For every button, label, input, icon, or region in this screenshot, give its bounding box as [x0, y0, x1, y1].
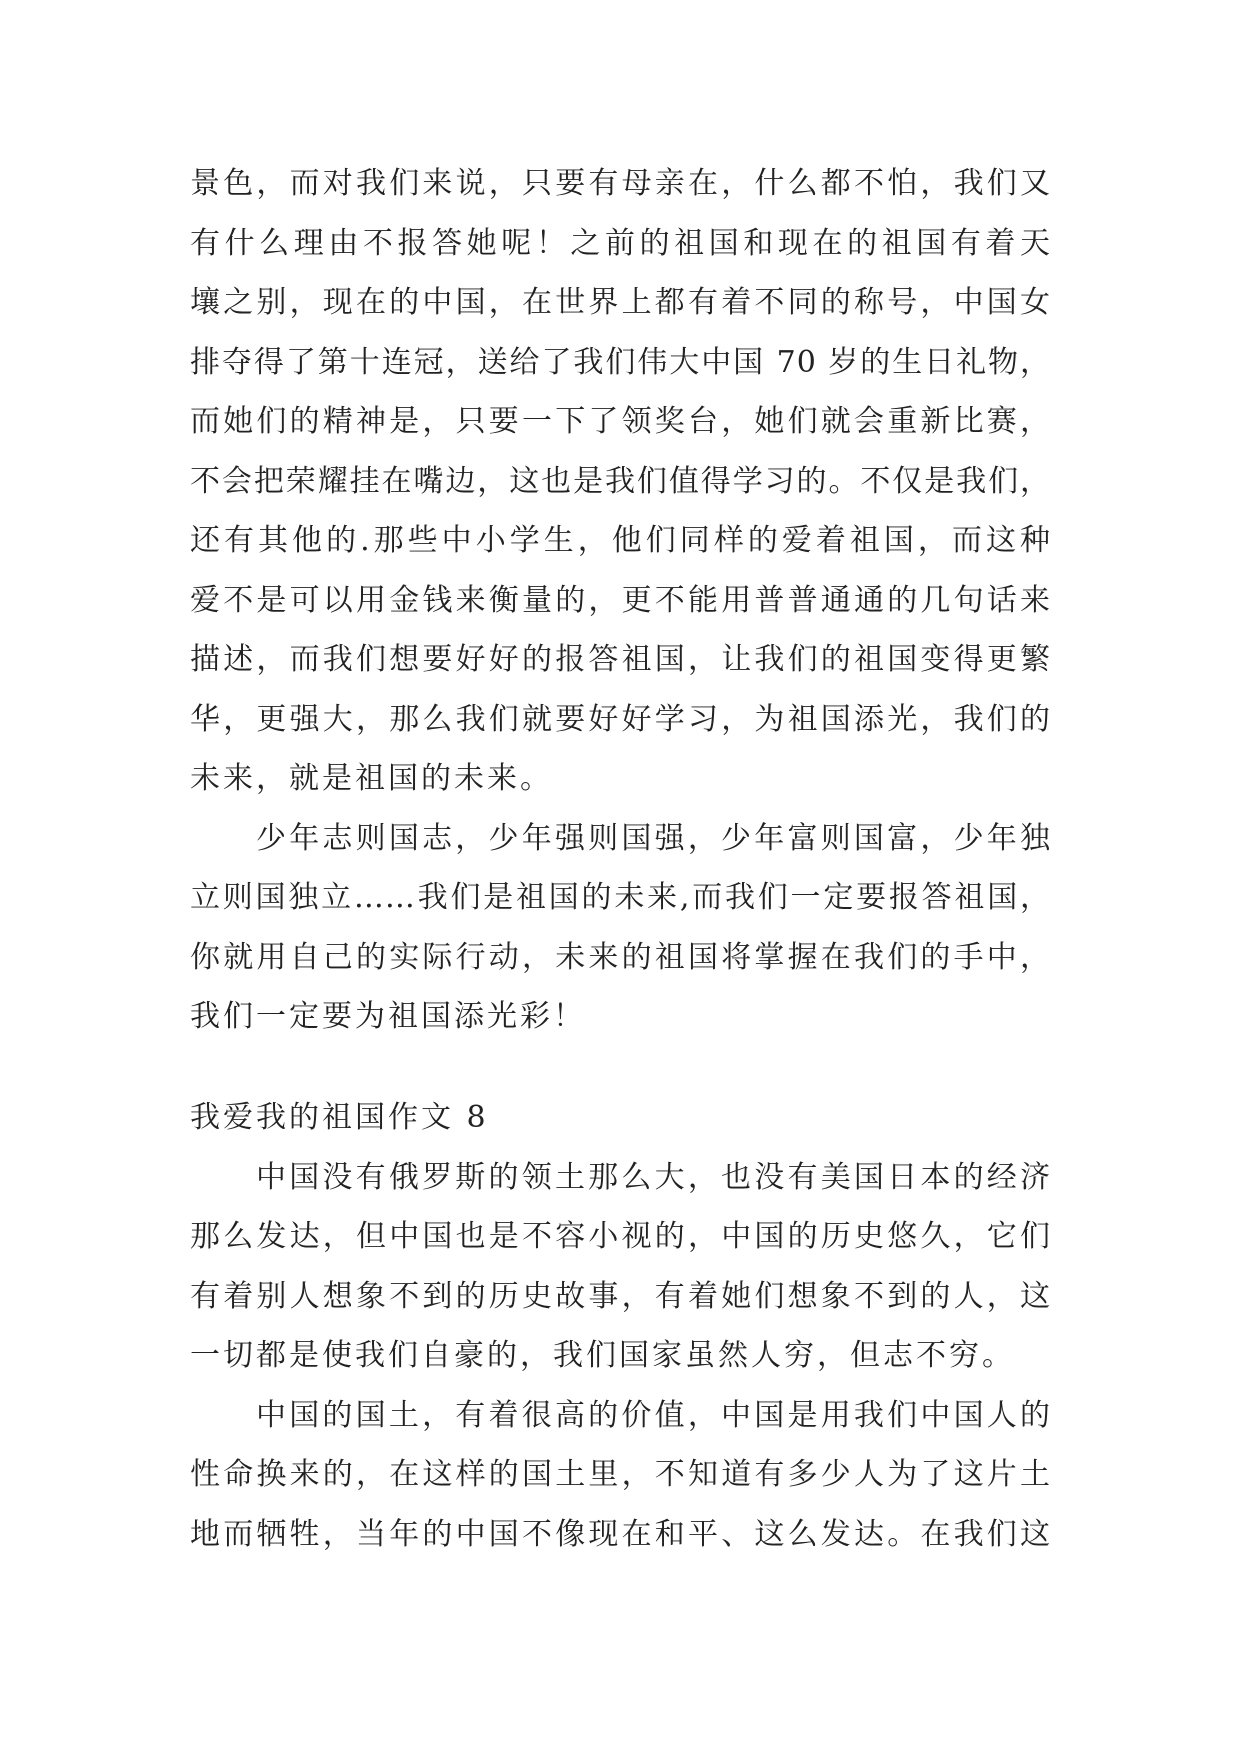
text-line: 华，更强大，那么我们就要好好学习，为祖国添光，我们的 — [190, 701, 1051, 737]
text-line: 景色，而对我们来说，只要有母亲在，什么都不怕，我们又 — [190, 166, 1051, 201]
paragraph — [190, 154, 1051, 809]
text-line: 而她们的精神是，只要一下了领奖台，她们就会重新比赛， — [190, 404, 1051, 439]
text-line: 不会把荣耀挂在嘴边，这也是我们值得学习的。不仅是我们， — [190, 463, 1051, 499]
paragraph — [190, 809, 1051, 1047]
text-line: 立则国独立……我们是祖国的未来,而我们一定要报答祖国， — [190, 880, 1051, 915]
document-body — [190, 154, 1051, 1564]
text-line: 有什么理由不报答她呢！之前的祖国和现在的祖国有着天 — [190, 225, 1051, 261]
text-line: 壤之别，现在的中国，在世界上都有着不同的称号，中国女 — [190, 285, 1051, 320]
text-line: 地而牺牲，当年的中国不像现在和平、这么发达。在我们这 — [190, 1516, 1051, 1552]
text-line: 那么发达，但中国也是不容小视的，中国的历史悠久，它们 — [190, 1219, 1051, 1255]
text-line: 排夺得了第十连冠，送给了我们伟大中国 70 岁的生日礼物， — [190, 344, 1051, 380]
text-line: 中国的国土，有着很高的价值，中国是用我们中国人的 — [256, 1397, 1051, 1433]
text-line: 一切都是使我们自豪的，我们国家虽然人穷，但志不穷。 — [190, 1338, 1015, 1374]
text-line: 我们一定要为祖国添光彩！ — [190, 999, 586, 1034]
text-line: 你就用自己的实际行动，未来的祖国将掌握在我们的手中， — [190, 939, 1051, 975]
text-line: 中国没有俄罗斯的领土那么大，也没有美国日本的经济 — [256, 1159, 1051, 1195]
paragraph — [190, 1148, 1051, 1386]
text-line: 爱不是可以用金钱来衡量的，更不能用普普通通的几句话来 — [190, 582, 1051, 618]
section-heading: 我爱我的祖国作文 8 — [190, 1100, 489, 1136]
text-line: 未来，就是祖国的未来。 — [190, 761, 553, 796]
text-line: 少年志则国志，少年强则国强，少年富则国富，少年独 — [256, 820, 1051, 856]
paragraph — [190, 1386, 1051, 1565]
text-line: 描述，而我们想要好好的报答祖国，让我们的祖国变得更繁 — [190, 642, 1051, 677]
text-line: 有着别人想象不到的历史故事，有着她们想象不到的人，这 — [190, 1278, 1051, 1314]
text-line: 还有其他的.那些中小学生，他们同样的爱着祖国，而这种 — [190, 523, 1051, 558]
text-line: 性命换来的，在这样的国土里，不知道有多少人为了这片土 — [190, 1457, 1051, 1493]
